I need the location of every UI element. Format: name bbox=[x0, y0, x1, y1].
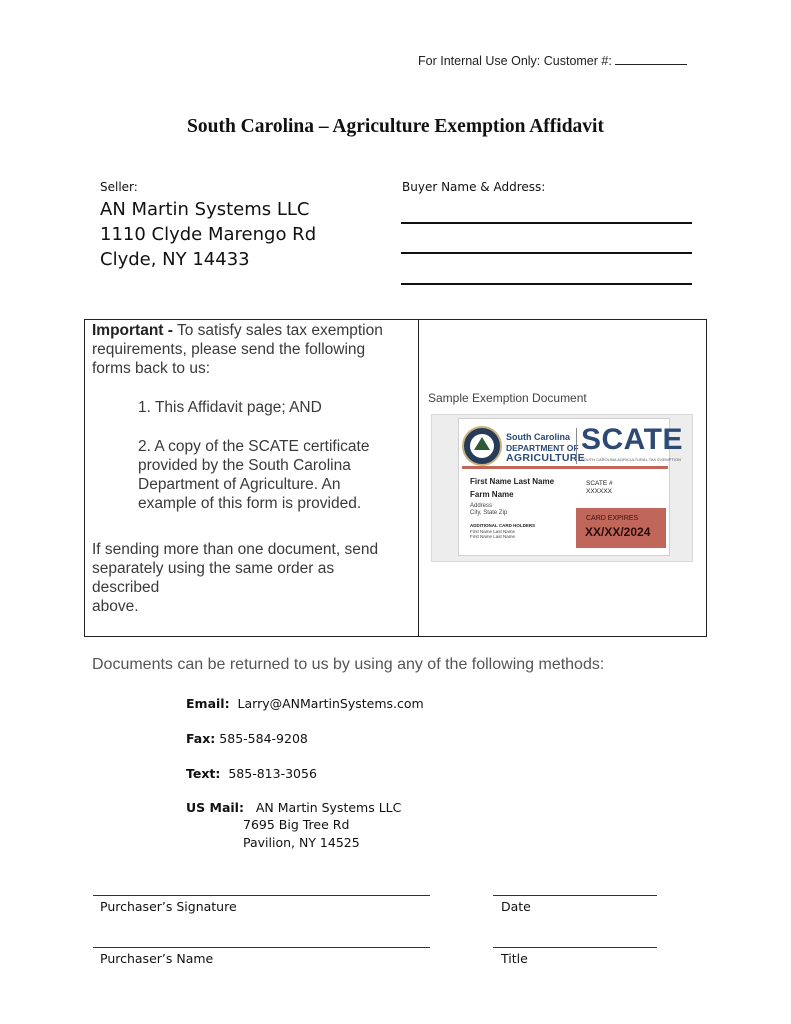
signature-line[interactable] bbox=[93, 895, 430, 896]
card-scate-logo: SCATE bbox=[581, 423, 683, 456]
seller-city: Clyde, NY 14433 bbox=[100, 249, 250, 270]
signature-label: Purchaser’s Signature bbox=[100, 899, 237, 914]
important-text-1: To satisfy sales tax exemption bbox=[176, 322, 383, 339]
email-address[interactable]: Larry@ANMartinSystems.com bbox=[237, 696, 424, 711]
page-title: South Carolina – Agriculture Exemption Affidavit bbox=[187, 116, 604, 137]
buyer-line-2[interactable] bbox=[401, 252, 692, 254]
card-scate-number-label: SCATE # bbox=[586, 480, 613, 487]
buyer-label: Buyer Name & Address: bbox=[402, 180, 546, 194]
list-item-2-line-4: example of this form is provided. bbox=[138, 495, 362, 512]
card-holders-title: ADDITIONAL CARD HOLDERS bbox=[470, 523, 536, 528]
seller-street: 1110 Clyde Marengo Rd bbox=[100, 224, 317, 245]
important-line-2: requirements, please send the following bbox=[92, 341, 366, 358]
footer-note-line-4: above. bbox=[92, 598, 139, 615]
internal-use-line bbox=[418, 52, 687, 68]
card-additional-holders bbox=[470, 523, 535, 540]
text-contact bbox=[186, 766, 317, 781]
seller-name: AN Martin Systems LLC bbox=[100, 199, 310, 220]
title-line[interactable] bbox=[493, 947, 657, 948]
card-address-line-2: City, State Zip bbox=[470, 510, 508, 516]
buyer-line-1[interactable] bbox=[401, 222, 692, 224]
date-line[interactable] bbox=[493, 895, 657, 896]
important-line-3: forms back to us: bbox=[92, 360, 211, 377]
fax-number: 585-584-9208 bbox=[219, 731, 308, 746]
list-item-2-line-2: provided by the South Carolina bbox=[138, 457, 351, 474]
name-label: Purchaser’s Name bbox=[100, 951, 214, 966]
return-methods-intro: Documents can be returned to us by using any of the following methods: bbox=[92, 656, 605, 673]
mail-contact bbox=[186, 800, 401, 815]
card-scate-subtitle: SOUTH CAROLINA AGRICULTURAL TAX EXEMPTION bbox=[581, 457, 681, 462]
card-logo-divider bbox=[576, 428, 577, 464]
fax-label: Fax: bbox=[186, 731, 216, 746]
card-holder-name: First Name Last Name bbox=[470, 477, 555, 486]
text-number: 585-813-3056 bbox=[228, 766, 317, 781]
card-address-line-1: Address bbox=[470, 503, 493, 509]
card-agri-text: AGRICULTURE bbox=[506, 452, 585, 464]
customer-number-field[interactable] bbox=[615, 52, 687, 65]
title-label: Title bbox=[501, 951, 528, 966]
mail-line-2: 7695 Big Tree Rd bbox=[243, 817, 350, 832]
mail-line-1: AN Martin Systems LLC bbox=[255, 800, 402, 815]
card-expiry-date: XX/XX/2024 bbox=[585, 525, 651, 539]
text-label: Text: bbox=[186, 766, 221, 781]
date-label: Date bbox=[501, 899, 531, 914]
card-holder-1: First Name Last Name bbox=[470, 528, 516, 534]
card-scate-number bbox=[586, 480, 613, 496]
box-divider bbox=[418, 319, 419, 637]
list-item-2-line-3: Department of Agriculture. An bbox=[138, 476, 341, 493]
list-item-2-line-1: 2. A copy of the SCATE certificate bbox=[138, 438, 370, 455]
important-label: Important - bbox=[92, 322, 173, 339]
buyer-line-3[interactable] bbox=[401, 283, 692, 285]
mail-label: US Mail: bbox=[186, 800, 244, 815]
email-contact bbox=[186, 696, 424, 711]
card-address bbox=[470, 503, 507, 517]
footer-note-line-1: If sending more than one document, send bbox=[92, 541, 379, 558]
sample-document-label: Sample Exemption Document bbox=[428, 391, 587, 405]
footer-note-line-3: described bbox=[92, 579, 160, 596]
card-accent-strip bbox=[462, 466, 668, 469]
card-sc-text: South Carolina bbox=[506, 432, 571, 442]
important-line-1 bbox=[92, 321, 414, 341]
card-farm-name: Farm Name bbox=[470, 490, 514, 499]
palmetto-tree-icon bbox=[474, 437, 490, 450]
card-scate-number-value: XXXXXX bbox=[586, 488, 613, 495]
card-expiry-label: CARD EXPIRES bbox=[586, 515, 639, 522]
mail-line-3: Pavilion, NY 14525 bbox=[243, 835, 360, 850]
name-line[interactable] bbox=[93, 947, 430, 948]
email-label: Email: bbox=[186, 696, 230, 711]
card-dept-text: DEPARTMENT OF bbox=[506, 443, 579, 453]
footer-note-line-2: separately using the same order as bbox=[92, 560, 335, 577]
fax-contact bbox=[186, 731, 308, 746]
seller-label: Seller: bbox=[100, 180, 138, 194]
internal-use-label: For Internal Use Only: Customer #: bbox=[418, 54, 612, 68]
list-item-1: 1. This Affidavit page; AND bbox=[138, 399, 322, 416]
card-holder-2: First Name Last Name bbox=[470, 534, 516, 539]
